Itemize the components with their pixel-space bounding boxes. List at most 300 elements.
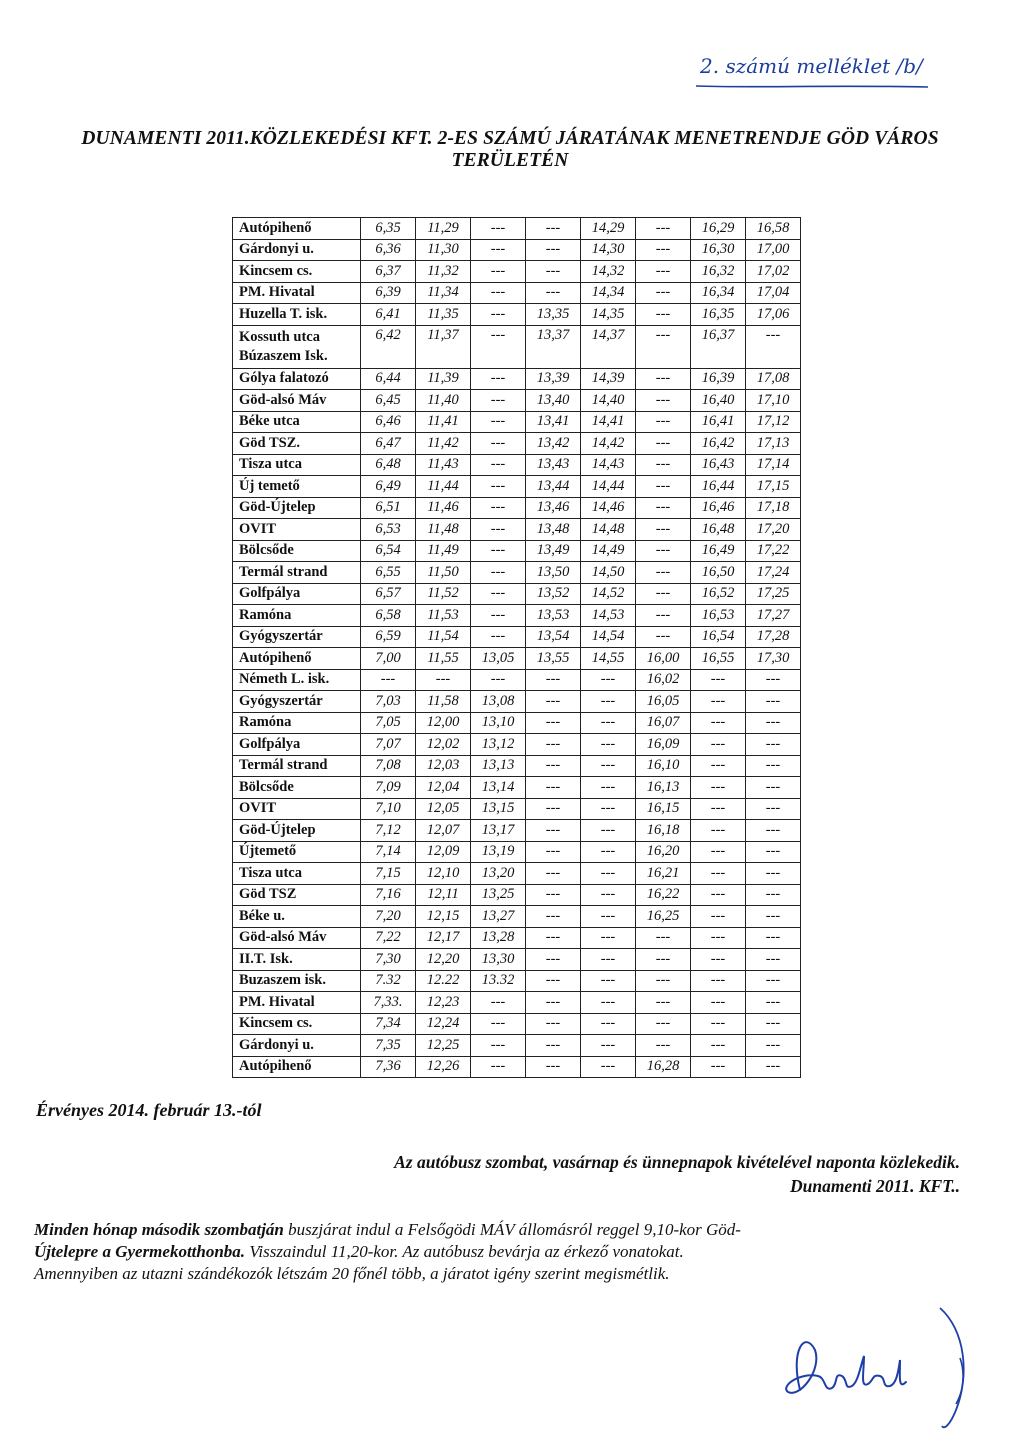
departure-time: --- [746,734,801,756]
departure-time: 11,46 [416,497,471,519]
departure-time: 13,50 [526,562,581,584]
departure-time: --- [746,755,801,777]
departure-time: 13,41 [526,411,581,433]
departure-time: 7,36 [361,1056,416,1078]
departure-time: --- [636,626,691,648]
departure-time: 11,39 [416,368,471,390]
departure-time: 13,55 [526,648,581,670]
timetable-row [233,712,801,734]
timetable-row [233,669,801,691]
departure-time: --- [471,1035,526,1057]
departure-time: --- [636,218,691,240]
departure-time: 16,07 [636,712,691,734]
title-line-1: DUNAMENTI 2011.KÖZLEKEDÉSI KFT. 2-ES SZÁMÚ JÁRATÁNAK MENETRENDJE GÖD VÁROS [81,128,939,149]
stop-name [233,820,361,842]
departure-time: --- [581,1056,636,1078]
departure-time: 6,54 [361,540,416,562]
departure-time: 16,54 [691,626,746,648]
departure-time: --- [471,1056,526,1078]
departure-time: --- [636,368,691,390]
departure-time: 17,20 [746,519,801,541]
departure-time: --- [471,261,526,283]
departure-time: --- [581,970,636,992]
departure-time: 14,50 [581,562,636,584]
departure-time: --- [581,712,636,734]
departure-time: 12,26 [416,1056,471,1078]
departure-time: 16,18 [636,820,691,842]
departure-time: --- [636,992,691,1014]
departure-time: 16,46 [691,497,746,519]
departure-time: --- [471,411,526,433]
departure-time: --- [526,669,581,691]
stop-name-text: Autópihenő [239,649,312,666]
timetable-row [233,798,801,820]
timetable-row [233,390,801,412]
departure-time: --- [636,390,691,412]
departure-time: 11,53 [416,605,471,627]
stop-name-text: Béke u. [239,907,285,924]
departure-time: 13,49 [526,540,581,562]
departure-time: 7,05 [361,712,416,734]
stop-name [233,863,361,885]
departure-time: 17,27 [746,605,801,627]
stop-name [233,390,361,412]
stop-name [233,540,361,562]
departure-time: --- [526,1035,581,1057]
stop-name-text: II.T. Isk. [239,950,293,967]
stop-name [233,325,361,368]
departure-time: 16,09 [636,734,691,756]
departure-time: 6,45 [361,390,416,412]
departure-time: --- [691,712,746,734]
stop-name [233,884,361,906]
departure-time: --- [581,927,636,949]
departure-time: 7,15 [361,863,416,885]
departure-time: --- [471,433,526,455]
departure-time: 6,58 [361,605,416,627]
departure-time: 11,50 [416,562,471,584]
departure-time: --- [691,927,746,949]
departure-time: --- [636,970,691,992]
departure-time: --- [581,820,636,842]
departure-time: 11,34 [416,282,471,304]
departure-time: 6,37 [361,261,416,283]
stop-name-text: Németh L. isk. [239,671,330,688]
stop-name-text: Termál strand [239,563,328,580]
departure-time: 14,39 [581,368,636,390]
departure-time: --- [636,949,691,971]
departure-time: 12.22 [416,970,471,992]
departure-time: --- [526,798,581,820]
timetable-body [233,218,801,1078]
stop-name [233,648,361,670]
stop-name [233,798,361,820]
stop-name [233,949,361,971]
departure-time: 6,49 [361,476,416,498]
timetable-row [233,906,801,928]
departure-time: --- [636,476,691,498]
departure-time: --- [636,927,691,949]
departure-time: --- [636,325,691,368]
stop-name-text: Gyógyszertár [239,692,323,709]
departure-time: 16,21 [636,863,691,885]
departure-time: --- [471,583,526,605]
stop-name [233,970,361,992]
departure-time: 13,14 [471,777,526,799]
departure-time: --- [746,691,801,713]
departure-time: 16,49 [691,540,746,562]
departure-time: --- [691,884,746,906]
departure-time: 6,48 [361,454,416,476]
departure-time: 16,10 [636,755,691,777]
title-line-2: TERÜLETÉN [451,150,569,171]
notes-text-2: Visszaindul 11,20-kor. Az autóbusz bevárja az érkező vonatokat. [249,1242,684,1261]
stop-name [233,669,361,691]
stop-name-text: Ramóna [239,714,292,731]
departure-time: 17,25 [746,583,801,605]
departure-time: 11,30 [416,239,471,261]
departure-time: 16,44 [691,476,746,498]
departure-time: --- [636,519,691,541]
departure-time: 16,39 [691,368,746,390]
departure-time: 17,24 [746,562,801,584]
departure-time: --- [746,669,801,691]
stop-name-text: PM. Hivatal [239,284,315,301]
departure-time: --- [746,884,801,906]
timetable-row [233,562,801,584]
timetable-row [233,949,801,971]
departure-time: 12,11 [416,884,471,906]
departure-time: --- [471,992,526,1014]
departure-time: 14,44 [581,476,636,498]
departure-time: 7.32 [361,970,416,992]
stop-name-text: Kincsem cs. [239,262,313,279]
departure-time: 13,44 [526,476,581,498]
departure-time: 13,43 [526,454,581,476]
departure-time: 13,20 [471,863,526,885]
timetable-row [233,884,801,906]
stop-name [233,712,361,734]
departure-time: --- [471,519,526,541]
departure-time: --- [691,949,746,971]
departure-time: 13,05 [471,648,526,670]
timetable-row [233,841,801,863]
departure-time: 13,35 [526,304,581,326]
timetable-row [233,970,801,992]
departure-time: 12,10 [416,863,471,885]
departure-time: --- [636,583,691,605]
departure-time: 11,54 [416,626,471,648]
departure-time: 11,48 [416,519,471,541]
stop-name [233,927,361,949]
departure-time: 16,50 [691,562,746,584]
timetable-row [233,218,801,240]
departure-time: --- [636,411,691,433]
departure-time: 7,33. [361,992,416,1014]
departure-time: 11,49 [416,540,471,562]
departure-time: 14,34 [581,282,636,304]
departure-time: --- [636,304,691,326]
departure-time: 17,18 [746,497,801,519]
departure-time: 17,04 [746,282,801,304]
departure-time: 14,48 [581,519,636,541]
departure-time: --- [471,325,526,368]
departure-time: --- [746,906,801,928]
departure-time: --- [636,454,691,476]
departure-time: --- [691,798,746,820]
stop-name-text: Új temető [239,477,300,494]
departure-time: 12,15 [416,906,471,928]
departure-time: 14,30 [581,239,636,261]
departure-time: 6,51 [361,497,416,519]
departure-time: --- [691,1056,746,1078]
departure-time: 13,37 [526,325,581,368]
departure-time: 7,12 [361,820,416,842]
departure-time: 11,44 [416,476,471,498]
departure-time: 13,17 [471,820,526,842]
departure-time: --- [691,906,746,928]
stop-name-text: Kincsem cs. [239,1015,313,1032]
departure-time: 16,48 [691,519,746,541]
departure-time: --- [581,884,636,906]
departure-time: 7,09 [361,777,416,799]
stop-name-text: Autópihenő [239,219,312,236]
stop-name [233,992,361,1014]
departure-time: 11,37 [416,325,471,368]
departure-time: --- [471,497,526,519]
departure-time: 13,30 [471,949,526,971]
departure-time: --- [636,605,691,627]
departure-time: --- [691,734,746,756]
departure-time: --- [691,1035,746,1057]
departure-time: 13,25 [471,884,526,906]
stop-name [233,519,361,541]
stop-name [233,476,361,498]
departure-time: --- [526,906,581,928]
departure-time: 14,43 [581,454,636,476]
departure-time: --- [691,669,746,691]
departure-time: 17,13 [746,433,801,455]
departure-time: --- [471,368,526,390]
departure-time: 17,28 [746,626,801,648]
stop-name [233,562,361,584]
departure-time: 11,42 [416,433,471,455]
departure-time: 14,40 [581,390,636,412]
annex-label-text: 2. számú melléklet /b/ [700,54,923,78]
timetable-row [233,626,801,648]
departure-time: --- [361,669,416,691]
departure-time: --- [471,669,526,691]
departure-time: 14,46 [581,497,636,519]
stop-name [233,777,361,799]
validity-date: Érvényes 2014. február 13.-tól [36,1100,262,1120]
notes-line-2 [34,1241,974,1263]
departure-time: 12,03 [416,755,471,777]
departure-time: --- [526,927,581,949]
departure-time: 13.32 [471,970,526,992]
departure-time: 7,07 [361,734,416,756]
departure-time: 14,32 [581,261,636,283]
departure-time: --- [636,497,691,519]
departure-time: --- [691,1013,746,1035]
departure-time: 16,25 [636,906,691,928]
departure-time: --- [746,712,801,734]
departure-time: --- [746,927,801,949]
timetable-row [233,927,801,949]
departure-time: 17,02 [746,261,801,283]
departure-time: 13,54 [526,626,581,648]
stop-name-text: Béke utca [239,413,300,430]
stop-name-text: Kossuth utca [239,328,320,345]
departure-time: --- [691,777,746,799]
stop-name [233,1056,361,1078]
departure-time: 17,10 [746,390,801,412]
stop-name-text: Gyógyszertár [239,628,323,645]
departure-time: --- [526,755,581,777]
timetable-row [233,691,801,713]
departure-time: 17,08 [746,368,801,390]
departure-time: 14,53 [581,605,636,627]
departure-time: 6,55 [361,562,416,584]
departure-time: --- [581,798,636,820]
timetable-row [233,734,801,756]
stop-name [233,626,361,648]
departure-time: 12,25 [416,1035,471,1057]
notes-bold-2: Újtelepre a Gyermekotthonba. [34,1242,246,1261]
departure-time: 12,20 [416,949,471,971]
stop-name-text: Tisza utca [239,864,302,881]
timetable-row [233,540,801,562]
stop-name-text: Göd TSZ [239,886,297,903]
timetable-row [233,777,801,799]
departure-time: 16,20 [636,841,691,863]
departure-time: --- [691,691,746,713]
departure-time: 6,59 [361,626,416,648]
stop-name-text: Gólya falatozó [239,370,329,387]
timetable-row [233,454,801,476]
stop-name [233,734,361,756]
departure-time: 17,15 [746,476,801,498]
departure-time: 6,41 [361,304,416,326]
departure-time: 11,35 [416,304,471,326]
departure-time: --- [581,1035,636,1057]
departure-time: 16,29 [691,218,746,240]
departure-time: 16,43 [691,454,746,476]
timetable-row [233,261,801,283]
departure-time: --- [526,841,581,863]
departure-time: 14,37 [581,325,636,368]
stop-name-text: Gárdonyi u. [239,241,314,258]
stop-name-text: Autópihenő [239,1058,312,1075]
departure-time: 14,55 [581,648,636,670]
departure-time: 16,35 [691,304,746,326]
departure-time: --- [581,734,636,756]
departure-time: 17,22 [746,540,801,562]
timetable-row [233,820,801,842]
stop-name [233,218,361,240]
stop-name-text: OVIT [239,520,277,537]
stop-name [233,282,361,304]
departure-time: 12,05 [416,798,471,820]
departure-time: --- [746,992,801,1014]
departure-time: --- [581,691,636,713]
stop-name [233,261,361,283]
departure-time: 14,42 [581,433,636,455]
timetable-row [233,1013,801,1035]
departure-time: 14,52 [581,583,636,605]
stop-name [233,1035,361,1057]
departure-time: 16,52 [691,583,746,605]
departure-time: 11,55 [416,648,471,670]
timetable-row [233,519,801,541]
stop-name [233,841,361,863]
timetable-row [233,325,801,368]
departure-time: 7,00 [361,648,416,670]
departure-time: 6,35 [361,218,416,240]
departure-time: 16,02 [636,669,691,691]
departure-time: 12,09 [416,841,471,863]
departure-time: 11,52 [416,583,471,605]
departure-time: --- [471,540,526,562]
notice-line-1: Az autóbusz szombat, vasárnap és ünnepnapok kivételével naponta közlekedik. [394,1152,960,1172]
departure-time: 6,46 [361,411,416,433]
timetable-row [233,497,801,519]
departure-time: --- [746,798,801,820]
departure-time: 16,00 [636,648,691,670]
annex-underline [690,52,940,96]
departure-time: 11,41 [416,411,471,433]
departure-time: --- [526,218,581,240]
stop-name-text: Bölcsőde [239,778,294,795]
departure-time: 7,14 [361,841,416,863]
departure-time: --- [691,820,746,842]
departure-time: 14,49 [581,540,636,562]
timetable-row [233,863,801,885]
departure-time: --- [471,1013,526,1035]
departure-time: --- [746,1056,801,1078]
departure-time: --- [526,282,581,304]
departure-time: --- [636,261,691,283]
stop-name [233,433,361,455]
departure-time: 13,12 [471,734,526,756]
stop-name [233,239,361,261]
notes-line-3: Amennyiben az utazni szándékozók létszám 20 főnél több, a járatot igény szerint megismétlik. [34,1264,670,1283]
departure-time: 16,13 [636,777,691,799]
departure-time: --- [471,626,526,648]
departure-time: --- [526,970,581,992]
departure-time: 14,41 [581,411,636,433]
notice-company: Dunamenti 2011. KFT.. [789,1176,960,1196]
departure-time: 6,36 [361,239,416,261]
stop-name [233,755,361,777]
timetable-row [233,282,801,304]
departure-time: 16,41 [691,411,746,433]
departure-time: --- [526,777,581,799]
departure-time: --- [526,712,581,734]
stop-name [233,691,361,713]
departure-time: --- [746,1035,801,1057]
stop-name-text: Göd-alsó Máv [239,929,327,946]
departure-time: 16,53 [691,605,746,627]
departure-time: 6,44 [361,368,416,390]
timetable-row [233,411,801,433]
stop-name [233,304,361,326]
departure-time: --- [691,970,746,992]
timetable-row [233,1056,801,1078]
departure-time: --- [691,755,746,777]
departure-time: --- [636,540,691,562]
departure-time: 14,54 [581,626,636,648]
